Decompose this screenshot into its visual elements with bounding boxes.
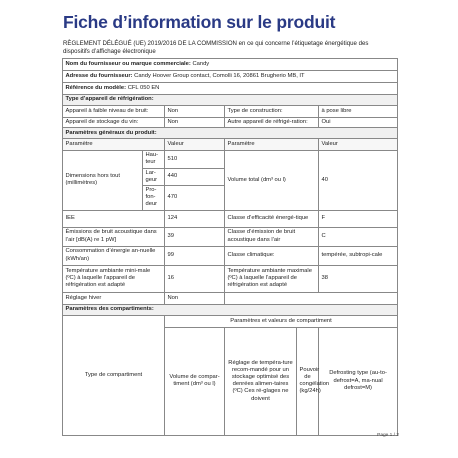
- page-number: Page 1 / 2: [377, 433, 399, 438]
- regulation-text: RÈGLEMENT DÉLÉGUÉ (UE) 2019/2016 DE LA COMMISSION en ce qui concerne l’étiquetage énergétique des dispositifs d’affichage électronique: [63, 40, 369, 56]
- recommended-temp-label: Réglage de tempéra-ture recom-mandé pour un stockage optimisé des denrées alimen-taires (ºC) Ces ré-glages ne doivent: [225, 327, 297, 435]
- depth-value: 470: [165, 186, 225, 211]
- general-parameters-section: [63, 128, 398, 139]
- col-header-value-1: Valeur: [165, 139, 225, 151]
- depth-label: Pro-fon-deur: [143, 186, 165, 211]
- construction-value: à pose libre: [319, 106, 398, 118]
- col-header-param-2: Paramètre: [225, 139, 319, 151]
- winter-setting-label: Réglage hiver: [63, 292, 165, 304]
- max-temp-label: Température ambiante maximale (ºC) à laquelle l’appareil de réfrigération est adapté: [225, 265, 319, 292]
- defrosting-type-label: Defrosting type (au-to-defrost=A, ma-nual defrost=M): [319, 327, 398, 435]
- wine-storage-value: Non: [165, 118, 225, 128]
- noise-class-value: C: [319, 227, 398, 246]
- climate-class-label: Classe climatique:: [225, 246, 319, 265]
- compartment-group-header-row: [63, 315, 398, 327]
- low-noise-label: Appareil à faible niveau de bruit:: [63, 106, 165, 118]
- product-info-table: [62, 58, 398, 436]
- low-noise-row: [63, 106, 398, 118]
- col-header-value-2: Valeur: [319, 139, 398, 151]
- energy-class-value: F: [319, 210, 398, 227]
- iee-value: 124: [165, 210, 225, 227]
- total-volume-value: 40: [319, 151, 398, 210]
- ambient-temp-row: [63, 265, 398, 292]
- compartment-volume-label: Volume de compar-timent (dm³ ou l): [165, 327, 225, 435]
- general-parameters-heading: Paramètres généraux du produit:: [63, 128, 398, 139]
- noise-class-label: Classe d’émission de bruit acoustique dans l’air: [225, 227, 319, 246]
- dimensions-label: Dimensions hors tout (millimètres): [63, 151, 143, 210]
- wine-storage-row: [63, 118, 398, 128]
- model-reference-row: [63, 83, 398, 95]
- other-appliance-value: Oui: [319, 118, 398, 128]
- iee-label: IEE: [63, 210, 165, 227]
- other-appliance-label: Autre appareil de réfrigé-ration:: [225, 118, 319, 128]
- supplier-address-row: [63, 71, 398, 83]
- supplier-name-label: Nom du fournisseur ou marque commerciale:: [65, 60, 191, 67]
- consumption-row: [63, 246, 398, 265]
- max-temp-value: 38: [319, 265, 398, 292]
- compartment-type-label: Type de compartiment: [63, 315, 165, 435]
- compartment-params-header: Paramètres et valeurs de compartiment: [165, 315, 398, 327]
- low-noise-value: Non: [165, 106, 225, 118]
- supplier-address-value: Candy Hoover Group contact, Comolli 16, 20861 Brugherio MB, IT: [134, 72, 305, 79]
- energy-class-label: Classe d’efficacité énergé-tique: [225, 210, 319, 227]
- winter-setting-value: Non: [165, 292, 225, 304]
- height-label: Hau-teur: [143, 151, 165, 168]
- min-temp-label: Température ambiante mini-male (ºC) à laquelle l’appareil de réfrigération est adapté: [63, 265, 165, 292]
- width-label: Lar-geur: [143, 168, 165, 185]
- compartment-parameters-section: [63, 304, 398, 315]
- appliance-type-section: [63, 95, 398, 106]
- noise-row: [63, 227, 398, 246]
- product-sheet: [62, 58, 397, 436]
- general-header-row: [63, 139, 398, 151]
- width-value: 440: [165, 168, 225, 185]
- model-reference-label: Référence du modèle:: [65, 84, 127, 91]
- freezing-capacity-label: Pouvoir de congélation (kg/24h): [297, 327, 319, 435]
- height-value: 510: [165, 151, 225, 168]
- supplier-name-row: [63, 59, 398, 71]
- min-temp-value: 16: [165, 265, 225, 292]
- supplier-name-value: Candy: [192, 60, 210, 67]
- appliance-type-heading: Type d’appareil de réfrigération:: [63, 95, 398, 106]
- page-title: Fiche d’information sur le produit: [63, 12, 336, 32]
- compartment-parameters-heading: Paramètres des compartiments:: [63, 304, 398, 315]
- dimensions-height-row: [63, 151, 398, 168]
- supplier-address-label: Adresse du fournisseur:: [65, 72, 133, 79]
- model-reference-value: CFL 050 EN: [127, 84, 160, 91]
- empty-cell: [225, 292, 398, 304]
- climate-class-value: tempérée, subtropi-cale: [319, 246, 398, 265]
- consumption-value: 99: [165, 246, 225, 265]
- construction-label: Type de construction:: [225, 106, 319, 118]
- noise-label: Émissions de bruit acoustique dans l’air [dB(A) re 1 pW]: [63, 227, 165, 246]
- col-header-param-1: Paramètre: [63, 139, 165, 151]
- total-volume-label: Volume total (dm³ ou l): [225, 151, 319, 210]
- noise-value: 39: [165, 227, 225, 246]
- winter-setting-row: [63, 292, 398, 304]
- wine-storage-label: Appareil de stockage du vin:: [63, 118, 165, 128]
- iee-row: [63, 210, 398, 227]
- consumption-label: Consommation d’énergie an-nuelle (kWh/an): [63, 246, 165, 265]
